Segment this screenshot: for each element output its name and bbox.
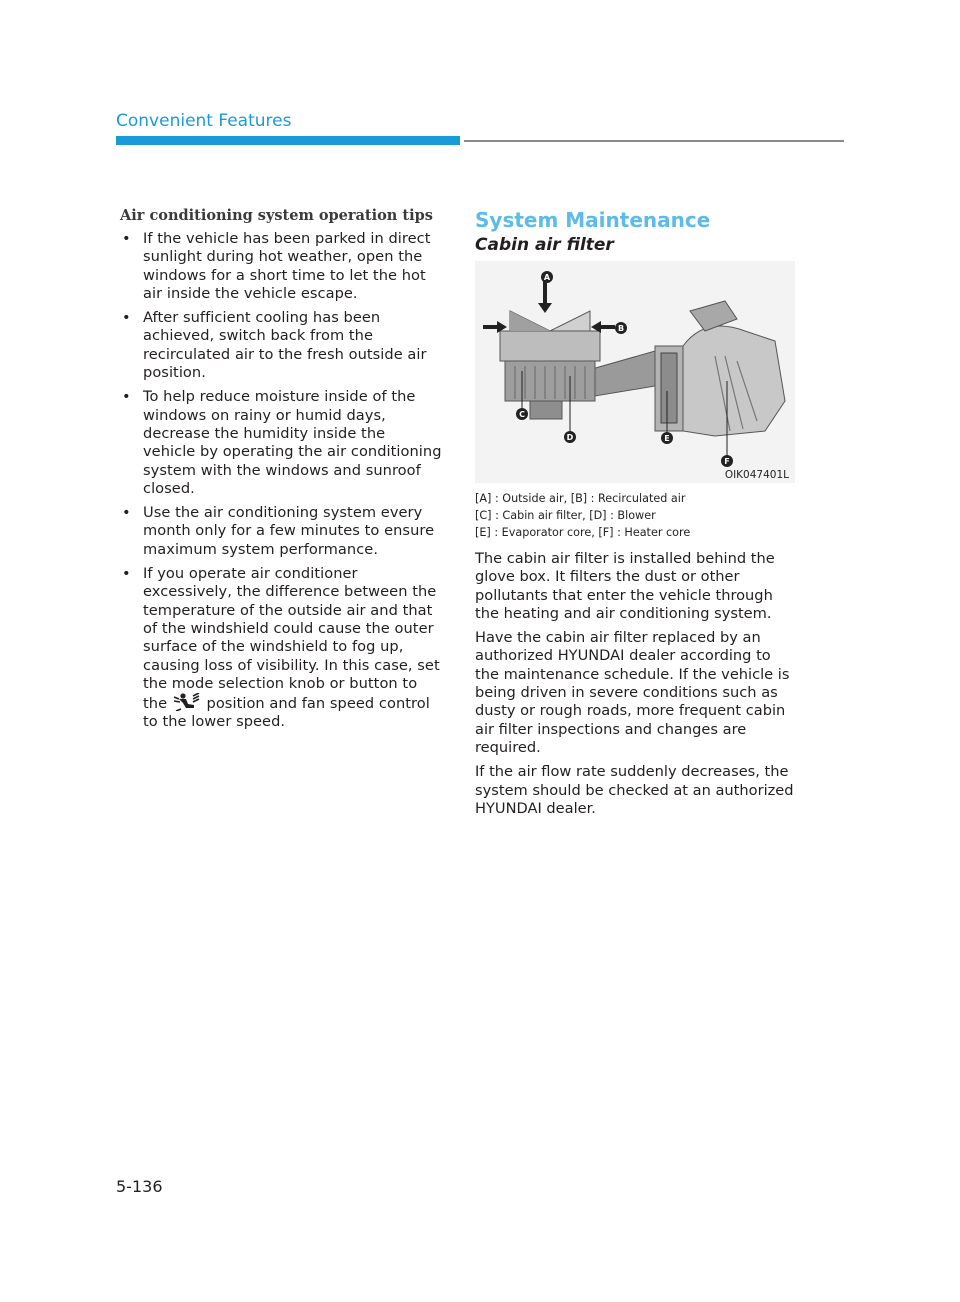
right-column-header	[475, 207, 797, 256]
list-item	[120, 565, 442, 732]
sub-heading: Cabin air filter	[475, 235, 614, 255]
list-item	[120, 388, 442, 498]
tip-text: If the vehicle has been parked in direct sunlight during hot weather, open the windows for a short time to let the hot air inside the vehicle escape.	[143, 230, 431, 302]
cabin-air-filter-diagram	[475, 261, 795, 483]
list-item	[120, 504, 442, 559]
figure-code: OIK047401L	[724, 469, 789, 481]
label-a: A	[543, 273, 551, 282]
tip-text: Use the air conditioning system every month only for a few minutes to ensure maximum system performance.	[143, 504, 435, 558]
tips-heading: Air conditioning system operation tips	[120, 207, 433, 224]
label-c: C	[519, 410, 525, 419]
left-column	[120, 207, 442, 738]
section-title: Convenient Features	[116, 111, 292, 131]
caption-line: [E] : Evaporator core, [F] : Heater core	[475, 526, 691, 539]
tip-text-after: position and fan speed control to the lower speed.	[143, 695, 430, 731]
label-e: E	[664, 434, 670, 443]
paragraph: If the air flow rate suddenly decreases, the system should be checked at an authorized HYUNDAI dealer.	[475, 763, 794, 817]
list-item	[120, 230, 442, 303]
tip-text: To help reduce moisture inside of the windows on rainy or humid days, decrease the humidity inside the vehicle by operating the air conditioning system with the windows and sunroof closed.	[143, 388, 442, 497]
bullet-icon: •	[122, 504, 131, 522]
paragraph: Have the cabin air filter replaced by an authorized HYUNDAI dealer according to the maintenance schedule. If the vehicle is being driven in severe conditions such as dusty or rough roads, more frequent cabin air filter inspections and changes are required.	[475, 629, 790, 756]
tip-text-before: If you operate air conditioner excessively, the difference between the temperature of the outside air and that of the windshield could cause the outer surface of the windshield to fog up, causing loss of visibility. In this case, set the mode selection knob or button to the	[143, 565, 440, 713]
maintenance-body	[475, 550, 797, 824]
floor-defrost-mode-icon	[172, 693, 202, 711]
bullet-icon: •	[122, 565, 131, 583]
bullet-icon: •	[122, 309, 131, 327]
section-heading: System Maintenance	[475, 208, 711, 232]
tip-text: After sufficient cooling has been achieved, switch back from the recirculated air to the fresh outside air position.	[143, 309, 427, 382]
bullet-icon: •	[122, 388, 131, 406]
figure-captions	[475, 490, 805, 541]
label-d: D	[566, 433, 574, 442]
caption-line: [A] : Outside air, [B] : Recirculated air	[475, 492, 686, 505]
header-accent-bar	[116, 136, 460, 145]
page-number: 5-136	[116, 1177, 163, 1196]
label-f: F	[724, 457, 730, 466]
list-item	[120, 309, 442, 382]
diagram-illustration	[475, 261, 795, 483]
tips-list	[120, 230, 442, 732]
caption-line: [C] : Cabin air filter, [D] : Blower	[475, 509, 656, 522]
label-b: B	[617, 324, 625, 333]
bullet-icon: •	[122, 230, 131, 247]
header-divider	[464, 140, 844, 142]
paragraph: The cabin air filter is installed behind the glove box. It filters the dust or other pollutants that enter the vehicle through the heating and air conditioning system.	[475, 550, 775, 622]
